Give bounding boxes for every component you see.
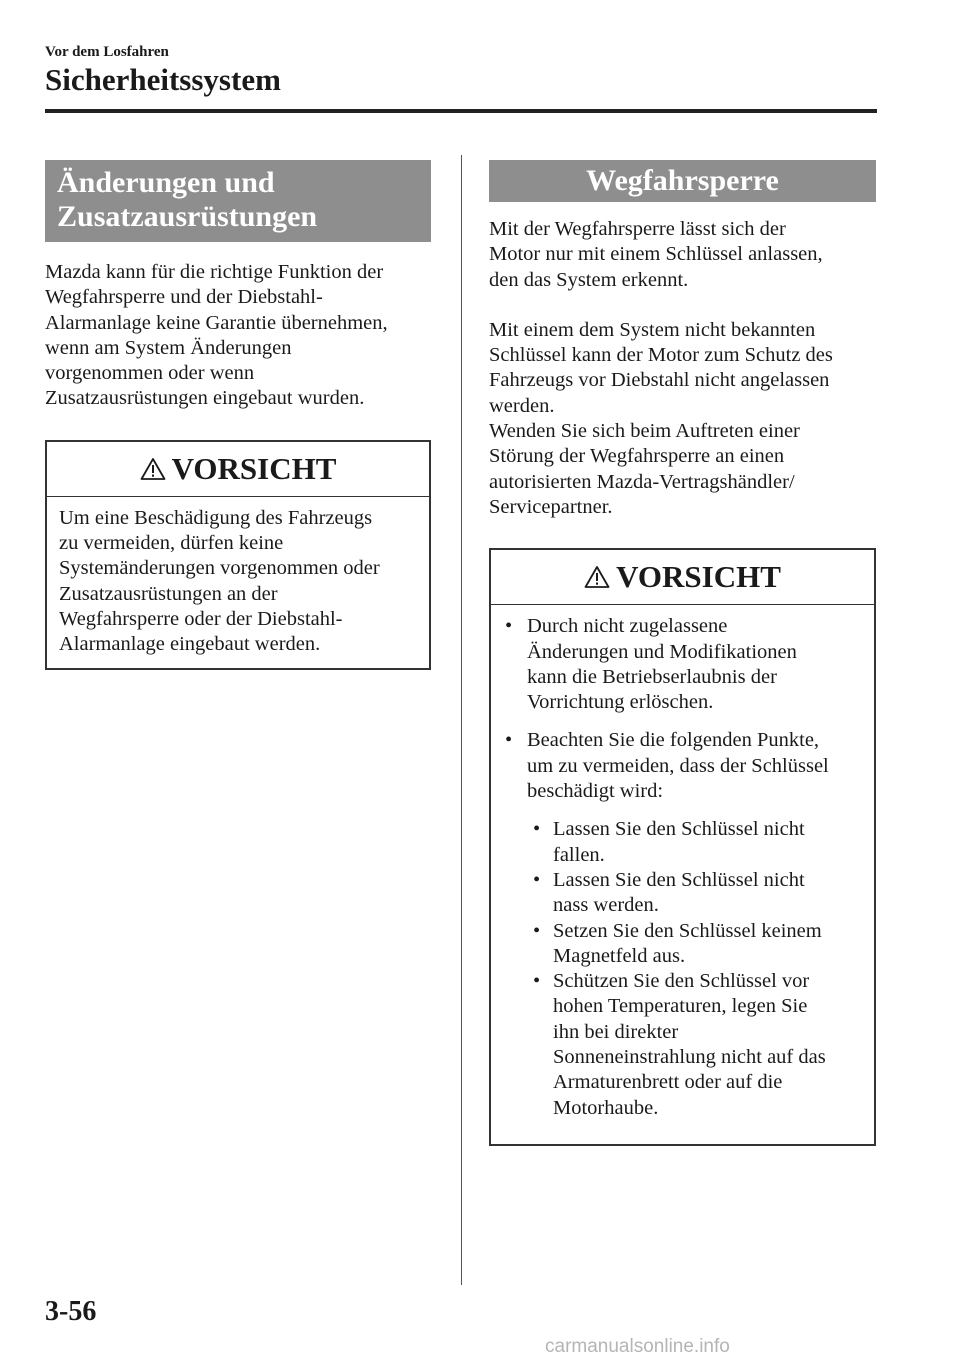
- bullet-dot-icon: •: [505, 729, 513, 752]
- right-paragraph-1: [489, 217, 876, 293]
- bullet-dot-icon: •: [505, 615, 513, 638]
- list-item: [503, 614, 862, 715]
- text-line: Setzen Sie den Schlüssel keinem: [553, 919, 822, 942]
- sub-list: [527, 817, 862, 1121]
- sub-list-item: [527, 817, 862, 868]
- caution-body: [491, 605, 874, 1144]
- text-line: Schlüssel kann der Motor zum Schutz des: [489, 344, 833, 367]
- text-line: Motorhaube.: [553, 1096, 659, 1119]
- text-line: um zu vermeiden, dass der Schlüssel: [527, 754, 829, 777]
- section-title: Sicherheitssystem: [45, 62, 281, 97]
- text-line: Um eine Beschädigung des Fahrzeugs: [59, 506, 373, 529]
- caution-title: VORSICHT: [171, 450, 337, 486]
- right-caution-box: [489, 548, 876, 1146]
- text-line: Zusatzausrüstungen an der: [59, 582, 278, 605]
- left-heading-line-2: Zusatzausrüstungen: [57, 200, 318, 233]
- right-paragraph-2: [489, 318, 876, 520]
- bullet-dot-icon: •: [533, 919, 541, 942]
- text-line: Wegfahrsperre oder der Diebstahl-: [59, 607, 343, 630]
- left-caution-box: [45, 440, 431, 670]
- left-paragraph: [45, 260, 431, 412]
- text-line: Durch nicht zugelassene: [527, 615, 728, 638]
- text-line: Wegfahrsperre und der Diebstahl-: [45, 286, 323, 309]
- sub-list-item: [527, 919, 862, 970]
- left-heading: [45, 160, 431, 242]
- text-line: kann die Betriebserlaubnis der: [527, 665, 777, 688]
- bullet-dot-icon: •: [533, 868, 541, 891]
- text-line: werden.: [489, 394, 555, 417]
- header-rule: [45, 109, 877, 113]
- text-line: Störung der Wegfahrsperre an einen: [489, 445, 785, 468]
- text-line: nass werden.: [553, 894, 659, 917]
- text-line: Sonneneinstrahlung nicht auf das: [553, 1046, 826, 1069]
- text-line: Motor nur mit einem Schlüssel anlassen,: [489, 243, 823, 266]
- list-item: [503, 728, 862, 1120]
- right-column: [489, 160, 876, 1146]
- text-line: wenn am System Änderungen: [45, 336, 292, 359]
- text-line: den das System erkennt.: [489, 268, 689, 291]
- text-line: Systemänderungen vorgenommen oder: [59, 557, 380, 580]
- text-line: Beachten Sie die folgenden Punkte,: [527, 729, 820, 752]
- text-line: hohen Temperaturen, legen Sie: [553, 995, 808, 1018]
- page-number: 3-56: [45, 1296, 97, 1327]
- watermark: carmanualsonline.info: [545, 1336, 730, 1357]
- warning-triangle-icon: [140, 457, 166, 481]
- caution-body: [47, 497, 429, 668]
- sub-list-item: [527, 868, 862, 919]
- left-column: [45, 160, 431, 670]
- text-line: beschädigt wird:: [527, 780, 664, 803]
- text-line: Mazda kann für die richtige Funktion der: [45, 261, 384, 283]
- text-line: Fahrzeugs vor Diebstahl nicht angelassen: [489, 369, 830, 392]
- bullet-dot-icon: •: [533, 970, 541, 993]
- text-line: fallen.: [553, 843, 605, 866]
- text-line: Servicepartner.: [489, 495, 613, 518]
- text-line: Alarmanlage keine Garantie übernehmen,: [45, 311, 388, 334]
- text-line: Armaturenbrett oder auf die: [553, 1071, 783, 1094]
- text-line: Änderungen und Modifikationen: [527, 640, 797, 663]
- text-line: Magnetfeld aus.: [553, 944, 686, 967]
- column-divider: [461, 155, 462, 1285]
- text-line: autorisierten Mazda-Vertragshändler/: [489, 470, 795, 493]
- bullet-list: [503, 614, 862, 1121]
- sub-list-item: [527, 969, 862, 1121]
- text-line: Mit der Wegfahrsperre lässt sich der: [489, 218, 786, 240]
- text-line: Lassen Sie den Schlüssel nicht: [553, 818, 805, 841]
- caution-title: VORSICHT: [616, 559, 781, 595]
- warning-triangle-icon: [584, 565, 610, 589]
- text-line: Lassen Sie den Schlüssel nicht: [553, 868, 805, 891]
- text-line: Alarmanlage eingebaut werden.: [59, 633, 321, 656]
- bullet-dot-icon: •: [533, 818, 541, 841]
- text-line: vorgenommen oder wenn: [45, 362, 255, 385]
- text-line: Zusatzausrüstungen eingebaut wurden.: [45, 387, 365, 410]
- text-line: ihn bei direkter: [553, 1020, 679, 1043]
- text-line: Schützen Sie den Schlüssel vor: [553, 970, 810, 993]
- text-line: Vorrichtung erlöschen.: [527, 691, 714, 714]
- text-line: Mit einem dem System nicht bekannten: [489, 318, 816, 341]
- text-line: zu vermeiden, dürfen keine: [59, 532, 284, 555]
- left-heading-line-1: Änderungen und: [57, 166, 275, 199]
- text-line: Wenden Sie sich beim Auftreten einer: [489, 420, 800, 443]
- caution-header: [47, 442, 429, 497]
- caution-header: [491, 550, 874, 605]
- chapter-title: Vor dem Losfahren: [45, 44, 169, 60]
- right-heading: Wegfahrsperre: [489, 160, 876, 202]
